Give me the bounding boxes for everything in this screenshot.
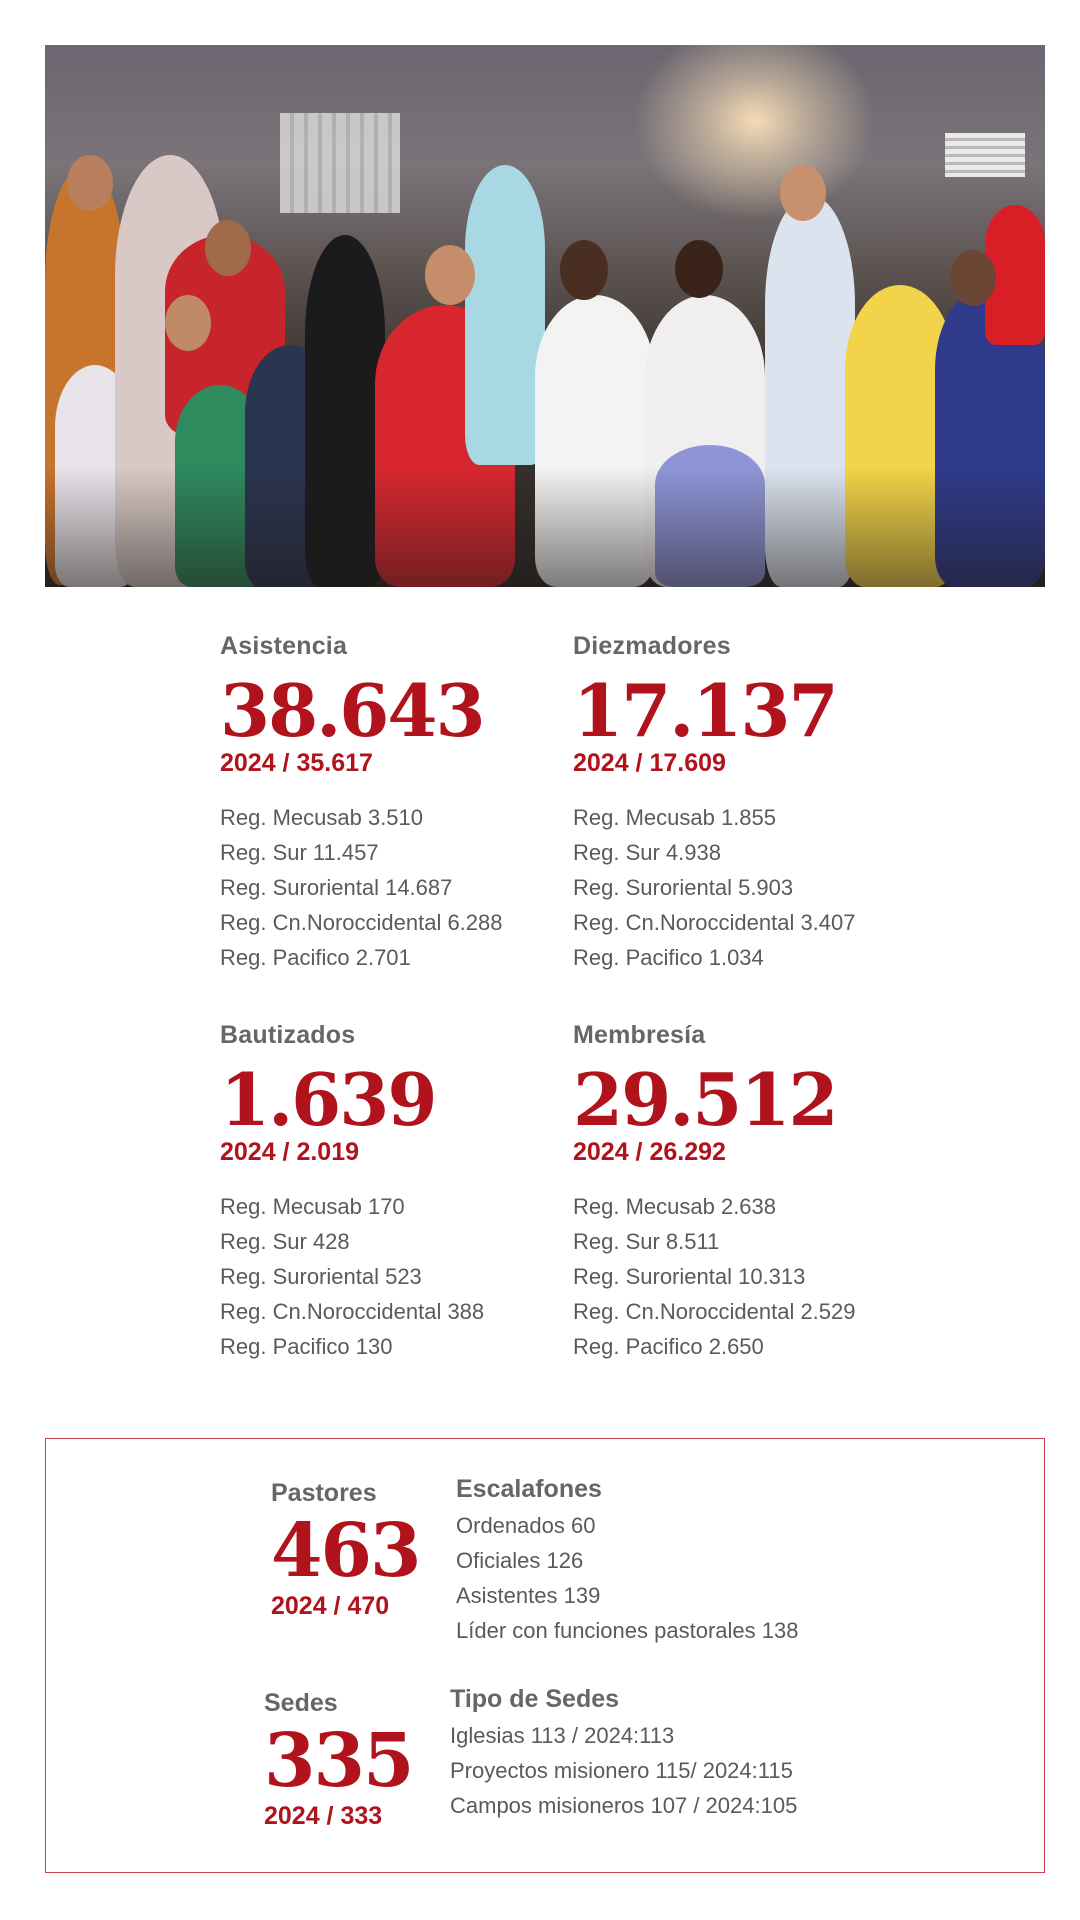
region-item: Reg. Cn.Noroccidental 388 xyxy=(220,1299,485,1324)
region-item: Reg. Sur 4.938 xyxy=(573,840,721,865)
summary-box xyxy=(45,1438,1045,1873)
region-item: Reg. Mecusab 1.855 xyxy=(573,805,777,830)
stat-value: 17.137 xyxy=(573,668,837,753)
region-item: Reg. Pacifico 1.034 xyxy=(573,945,764,970)
photo-shadow xyxy=(45,467,1045,587)
region-item: Reg. Pacifico 2.701 xyxy=(220,945,411,970)
region-item: Reg. Suroriental 10.313 xyxy=(573,1264,806,1289)
region-item: Reg. Sur 428 xyxy=(220,1229,350,1254)
list-title: Escalafones xyxy=(456,1475,602,1503)
person-head xyxy=(205,220,251,276)
stat-value: 29.512 xyxy=(573,1057,837,1142)
region-item: Reg. Pacifico 130 xyxy=(220,1334,393,1359)
list-item: Proyectos misionero 115/ 2024:115 xyxy=(450,1758,793,1783)
region-item: Reg. Suroriental 523 xyxy=(220,1264,422,1289)
region-item: Reg. Pacifico 2.650 xyxy=(573,1334,764,1359)
region-item: Reg. Mecusab 3.510 xyxy=(220,805,424,830)
stat-value: 463 xyxy=(271,1508,420,1594)
region-list xyxy=(220,1189,484,1364)
stat-diezmadores xyxy=(573,632,856,975)
list-item: Líder con funciones pastorales 138 xyxy=(456,1618,799,1643)
person-head xyxy=(950,250,996,306)
stat-label: Membresía xyxy=(573,1021,706,1049)
window-decor xyxy=(280,113,400,213)
region-item: Reg. Sur 11.457 xyxy=(220,840,379,865)
stat-label: Sedes xyxy=(264,1689,338,1717)
region-list xyxy=(220,800,503,975)
stat-value: 335 xyxy=(264,1718,413,1804)
stat-pastores xyxy=(271,1479,419,1621)
stat-membresia xyxy=(573,1021,856,1364)
stat-sedes xyxy=(264,1689,412,1831)
stat-previous: 2024 / 17.609 xyxy=(573,749,726,777)
stat-value: 1.639 xyxy=(220,1057,436,1142)
region-item: Reg. Sur 8.511 xyxy=(573,1229,720,1254)
tipo-sedes-list xyxy=(450,1685,797,1823)
person-head xyxy=(560,240,608,300)
list-item: Ordenados 60 xyxy=(456,1513,596,1538)
stat-label: Bautizados xyxy=(220,1021,356,1049)
person-head xyxy=(67,155,113,211)
list-title: Tipo de Sedes xyxy=(450,1685,620,1713)
list-item: Oficiales 126 xyxy=(456,1548,584,1573)
region-item: Reg. Cn.Noroccidental 2.529 xyxy=(573,1299,856,1324)
person-head xyxy=(675,240,723,298)
stat-label: Asistencia xyxy=(220,632,348,660)
region-item: Reg. Cn.Noroccidental 6.288 xyxy=(220,910,503,935)
stat-bautizados xyxy=(220,1021,484,1364)
stat-asistencia xyxy=(220,632,503,975)
stat-label: Pastores xyxy=(271,1479,377,1507)
person-head xyxy=(425,245,475,305)
stat-value: 38.643 xyxy=(220,668,484,753)
region-item: Reg. Cn.Noroccidental 3.407 xyxy=(573,910,856,935)
escalafones-list xyxy=(456,1475,798,1648)
region-list xyxy=(573,800,856,975)
list-item: Iglesias 113 / 2024:113 xyxy=(450,1723,675,1748)
list-item: Campos misioneros 107 / 2024:105 xyxy=(450,1793,798,1818)
region-item: Reg. Suroriental 14.687 xyxy=(220,875,453,900)
air-vent-decor xyxy=(945,133,1025,177)
stat-label: Diezmadores xyxy=(573,632,731,660)
list-item: Asistentes 139 xyxy=(456,1583,601,1608)
stat-previous: 2024 / 333 xyxy=(264,1802,383,1830)
stat-previous: 2024 / 35.617 xyxy=(220,749,373,777)
person-figure xyxy=(465,165,545,465)
person-head xyxy=(780,165,826,221)
stat-previous: 2024 / 470 xyxy=(271,1592,390,1620)
region-item: Reg. Mecusab 2.638 xyxy=(573,1194,777,1219)
region-item: Reg. Suroriental 5.903 xyxy=(573,875,794,900)
stat-previous: 2024 / 26.292 xyxy=(573,1138,726,1166)
region-item: Reg. Mecusab 170 xyxy=(220,1194,405,1219)
person-head xyxy=(165,295,211,351)
region-list xyxy=(573,1189,856,1364)
stat-previous: 2024 / 2.019 xyxy=(220,1138,360,1166)
group-photo xyxy=(45,45,1045,587)
